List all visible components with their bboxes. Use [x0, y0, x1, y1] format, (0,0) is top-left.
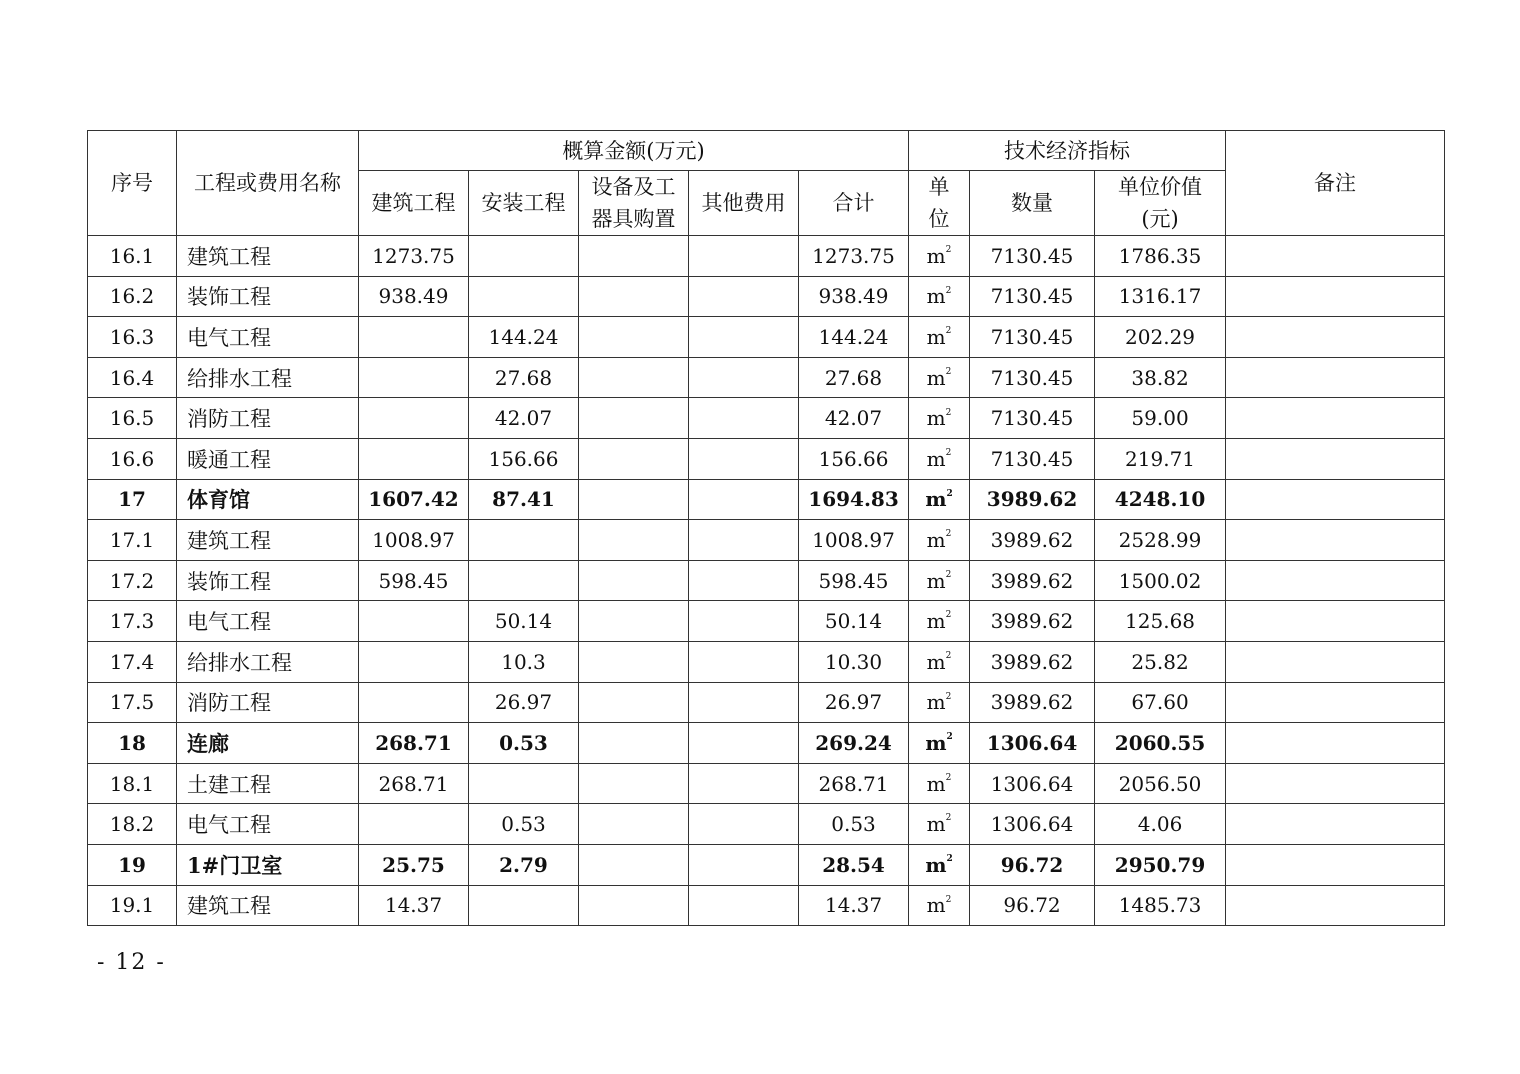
cell-installation: 50.14 [469, 601, 579, 642]
cell-seq: 16.6 [88, 438, 177, 479]
cell-other [689, 763, 799, 804]
cell-name: 装饰工程 [177, 560, 359, 601]
cell-total: 156.66 [799, 438, 909, 479]
table-row [88, 520, 1445, 561]
cell-quantity: 7130.45 [970, 438, 1095, 479]
page-number: - 12 - [97, 950, 166, 975]
cell-unit-price: 2528.99 [1095, 520, 1226, 561]
header-quantity: 数量 [970, 171, 1095, 236]
cell-name: 体育馆 [177, 479, 359, 520]
table-row [88, 601, 1445, 642]
cell-installation: 10.3 [469, 641, 579, 682]
cell-construction: 14.37 [359, 885, 469, 926]
cell-name: 电气工程 [177, 317, 359, 358]
cell-other [689, 641, 799, 682]
unit-superscript: 2 [946, 488, 953, 499]
table-row [88, 844, 1445, 885]
unit-base: m [926, 649, 946, 674]
cell-unit-price: 4248.10 [1095, 479, 1226, 520]
unit-base: m [926, 609, 946, 634]
cell-total: 50.14 [799, 601, 909, 642]
unit-superscript: 2 [945, 366, 952, 377]
cell-unit [909, 398, 970, 439]
cell-name: 建筑工程 [177, 885, 359, 926]
header-other: 其他费用 [689, 171, 799, 236]
cell-equipment [579, 398, 689, 439]
cell-other [689, 885, 799, 926]
table-row [88, 236, 1445, 277]
cell-remark [1226, 520, 1445, 561]
cell-remark [1226, 236, 1445, 277]
cell-unit-price: 1316.17 [1095, 276, 1226, 317]
cell-seq: 17.3 [88, 601, 177, 642]
unit-superscript: 2 [945, 813, 952, 824]
cell-quantity: 7130.45 [970, 398, 1095, 439]
cell-unit [909, 682, 970, 723]
cell-remark [1226, 601, 1445, 642]
cell-quantity: 7130.45 [970, 317, 1095, 358]
cell-construction [359, 601, 469, 642]
cell-equipment [579, 723, 689, 764]
cell-name: 1#门卫室 [177, 844, 359, 885]
table-row [88, 560, 1445, 601]
unit-superscript: 2 [945, 772, 952, 783]
cell-installation [469, 560, 579, 601]
cell-unit-price: 2060.55 [1095, 723, 1226, 764]
cell-unit-price: 38.82 [1095, 357, 1226, 398]
cell-unit-price: 219.71 [1095, 438, 1226, 479]
unit-superscript: 2 [946, 732, 953, 743]
cell-installation [469, 763, 579, 804]
header-seq: 序号 [88, 131, 177, 236]
cell-quantity: 1306.64 [970, 804, 1095, 845]
cell-quantity: 3989.62 [970, 479, 1095, 520]
cell-unit-price: 125.68 [1095, 601, 1226, 642]
cell-remark [1226, 723, 1445, 764]
cell-name: 电气工程 [177, 804, 359, 845]
cell-total: 14.37 [799, 885, 909, 926]
cell-unit [909, 236, 970, 277]
cell-unit [909, 276, 970, 317]
cell-unit [909, 844, 970, 885]
cell-seq: 19 [88, 844, 177, 885]
cell-construction [359, 398, 469, 439]
cell-equipment [579, 560, 689, 601]
cell-installation [469, 520, 579, 561]
table-row [88, 885, 1445, 926]
header-budget-group: 概算金额(万元) [359, 131, 909, 171]
unit-base: m [926, 243, 946, 268]
cell-other [689, 479, 799, 520]
cell-seq: 18.2 [88, 804, 177, 845]
cell-installation: 156.66 [469, 438, 579, 479]
cell-unit [909, 438, 970, 479]
cell-remark [1226, 763, 1445, 804]
header-unit: 单位 [909, 171, 970, 236]
cell-total: 1273.75 [799, 236, 909, 277]
table-row [88, 804, 1445, 845]
cell-other [689, 560, 799, 601]
cell-equipment [579, 520, 689, 561]
cell-unit-price: 4.06 [1095, 804, 1226, 845]
cell-construction: 1008.97 [359, 520, 469, 561]
cell-equipment [579, 641, 689, 682]
cell-quantity: 3989.62 [970, 520, 1095, 561]
cell-name: 土建工程 [177, 763, 359, 804]
table-row [88, 641, 1445, 682]
cell-construction [359, 357, 469, 398]
header-remark: 备注 [1226, 131, 1445, 236]
cell-name: 给排水工程 [177, 357, 359, 398]
unit-base: m [925, 730, 947, 755]
cell-name: 消防工程 [177, 682, 359, 723]
cell-construction [359, 438, 469, 479]
cell-unit [909, 479, 970, 520]
cell-other [689, 398, 799, 439]
cell-unit-price: 202.29 [1095, 317, 1226, 358]
cell-seq: 18 [88, 723, 177, 764]
cell-seq: 16.4 [88, 357, 177, 398]
cell-installation: 42.07 [469, 398, 579, 439]
cell-unit-price: 1786.35 [1095, 236, 1226, 277]
cell-name: 电气工程 [177, 601, 359, 642]
cell-other [689, 601, 799, 642]
cell-name: 装饰工程 [177, 276, 359, 317]
cell-construction: 268.71 [359, 763, 469, 804]
cell-unit-price: 2056.50 [1095, 763, 1226, 804]
table-row [88, 682, 1445, 723]
cell-installation: 144.24 [469, 317, 579, 358]
cell-construction: 25.75 [359, 844, 469, 885]
cell-equipment [579, 804, 689, 845]
cell-construction: 1273.75 [359, 236, 469, 277]
cell-quantity: 96.72 [970, 844, 1095, 885]
cell-installation [469, 885, 579, 926]
unit-base: m [926, 446, 946, 471]
cell-installation: 0.53 [469, 723, 579, 764]
cell-seq: 16.3 [88, 317, 177, 358]
cell-total: 1008.97 [799, 520, 909, 561]
table-body [88, 236, 1445, 926]
cell-quantity: 3989.62 [970, 682, 1095, 723]
cell-unit [909, 520, 970, 561]
cell-other [689, 276, 799, 317]
cell-construction: 268.71 [359, 723, 469, 764]
cell-name: 暖通工程 [177, 438, 359, 479]
table-row [88, 723, 1445, 764]
cell-remark [1226, 398, 1445, 439]
cell-other [689, 357, 799, 398]
table-header [88, 131, 1445, 236]
unit-superscript: 2 [945, 610, 952, 621]
budget-table [87, 130, 1445, 926]
cell-unit [909, 560, 970, 601]
cell-total: 1694.83 [799, 479, 909, 520]
table-row [88, 317, 1445, 358]
cell-installation [469, 236, 579, 277]
unit-base: m [926, 365, 946, 390]
cell-unit [909, 357, 970, 398]
cell-total: 268.71 [799, 763, 909, 804]
cell-installation: 0.53 [469, 804, 579, 845]
unit-superscript: 2 [945, 651, 952, 662]
cell-equipment [579, 236, 689, 277]
cell-unit [909, 641, 970, 682]
cell-total: 27.68 [799, 357, 909, 398]
cell-seq: 17.2 [88, 560, 177, 601]
cell-seq: 16.5 [88, 398, 177, 439]
unit-superscript: 2 [945, 326, 952, 337]
cell-construction: 598.45 [359, 560, 469, 601]
header-installation: 安装工程 [469, 171, 579, 236]
header-unit-price: 单位价值(元) [1095, 171, 1226, 236]
cell-unit-price: 1485.73 [1095, 885, 1226, 926]
unit-base: m [926, 324, 946, 349]
cell-seq: 16.2 [88, 276, 177, 317]
cell-unit-price: 2950.79 [1095, 844, 1226, 885]
cell-remark [1226, 357, 1445, 398]
cell-construction [359, 641, 469, 682]
header-equipment: 设备及工器具购置 [579, 171, 689, 236]
cell-other [689, 317, 799, 358]
unit-base: m [926, 284, 946, 309]
cell-construction: 1607.42 [359, 479, 469, 520]
unit-base: m [926, 812, 946, 837]
cell-name: 给排水工程 [177, 641, 359, 682]
table-row [88, 276, 1445, 317]
cell-total: 269.24 [799, 723, 909, 764]
cell-total: 144.24 [799, 317, 909, 358]
cell-seq: 17.1 [88, 520, 177, 561]
cell-installation [469, 276, 579, 317]
cell-quantity: 1306.64 [970, 763, 1095, 804]
unit-superscript: 2 [945, 285, 952, 296]
unit-base: m [926, 893, 946, 918]
cell-other [689, 236, 799, 277]
cell-installation: 87.41 [469, 479, 579, 520]
unit-base: m [926, 690, 946, 715]
cell-total: 0.53 [799, 804, 909, 845]
cell-seq: 17.4 [88, 641, 177, 682]
cell-quantity: 3989.62 [970, 560, 1095, 601]
cell-unit [909, 763, 970, 804]
cell-name: 连廊 [177, 723, 359, 764]
cell-equipment [579, 438, 689, 479]
cell-equipment [579, 601, 689, 642]
unit-base: m [925, 852, 947, 877]
cell-total: 10.30 [799, 641, 909, 682]
cell-equipment [579, 479, 689, 520]
cell-remark [1226, 885, 1445, 926]
unit-base: m [926, 406, 946, 431]
cell-quantity: 3989.62 [970, 601, 1095, 642]
unit-superscript: 2 [945, 407, 952, 418]
unit-base: m [926, 568, 946, 593]
cell-other [689, 682, 799, 723]
cell-name: 消防工程 [177, 398, 359, 439]
cell-equipment [579, 763, 689, 804]
unit-superscript: 2 [945, 448, 952, 459]
cell-quantity: 3989.62 [970, 641, 1095, 682]
cell-quantity: 7130.45 [970, 357, 1095, 398]
cell-equipment [579, 844, 689, 885]
cell-equipment [579, 357, 689, 398]
unit-superscript: 2 [945, 529, 952, 540]
unit-superscript: 2 [945, 569, 952, 580]
cell-unit-price: 25.82 [1095, 641, 1226, 682]
header-construction: 建筑工程 [359, 171, 469, 236]
cell-remark [1226, 682, 1445, 723]
cell-remark [1226, 276, 1445, 317]
unit-base: m [926, 527, 946, 552]
table-row [88, 357, 1445, 398]
cell-quantity: 1306.64 [970, 723, 1095, 764]
cell-remark [1226, 641, 1445, 682]
table-row [88, 479, 1445, 520]
header-name: 工程或费用名称 [177, 131, 359, 236]
cell-installation: 2.79 [469, 844, 579, 885]
cell-total: 598.45 [799, 560, 909, 601]
cell-quantity: 96.72 [970, 885, 1095, 926]
cell-other [689, 520, 799, 561]
cell-unit [909, 317, 970, 358]
header-total: 合计 [799, 171, 909, 236]
cell-seq: 16.1 [88, 236, 177, 277]
table-row [88, 763, 1445, 804]
cell-unit-price: 59.00 [1095, 398, 1226, 439]
cell-installation: 26.97 [469, 682, 579, 723]
header-tech-group: 技术经济指标 [909, 131, 1226, 171]
cell-unit [909, 601, 970, 642]
cell-seq: 19.1 [88, 885, 177, 926]
cell-seq: 18.1 [88, 763, 177, 804]
cell-remark [1226, 438, 1445, 479]
cell-remark [1226, 560, 1445, 601]
unit-superscript: 2 [945, 691, 952, 702]
cell-other [689, 438, 799, 479]
cell-seq: 17 [88, 479, 177, 520]
cell-quantity: 7130.45 [970, 276, 1095, 317]
cell-construction [359, 804, 469, 845]
cell-other [689, 804, 799, 845]
cell-equipment [579, 885, 689, 926]
cell-total: 938.49 [799, 276, 909, 317]
unit-superscript: 2 [946, 854, 953, 865]
unit-base: m [925, 487, 947, 512]
cell-construction [359, 682, 469, 723]
cell-equipment [579, 682, 689, 723]
cell-remark [1226, 317, 1445, 358]
cell-remark [1226, 804, 1445, 845]
cell-remark [1226, 844, 1445, 885]
cell-unit [909, 885, 970, 926]
cell-equipment [579, 276, 689, 317]
cell-other [689, 844, 799, 885]
table-row [88, 438, 1445, 479]
cell-other [689, 723, 799, 764]
cell-total: 42.07 [799, 398, 909, 439]
cell-construction [359, 317, 469, 358]
cell-unit [909, 723, 970, 764]
cell-construction: 938.49 [359, 276, 469, 317]
cell-unit [909, 804, 970, 845]
cell-total: 26.97 [799, 682, 909, 723]
table-row [88, 398, 1445, 439]
cell-unit-price: 67.60 [1095, 682, 1226, 723]
cell-name: 建筑工程 [177, 236, 359, 277]
cell-unit-price: 1500.02 [1095, 560, 1226, 601]
cell-equipment [579, 317, 689, 358]
cell-total: 28.54 [799, 844, 909, 885]
cell-seq: 17.5 [88, 682, 177, 723]
unit-superscript: 2 [945, 894, 952, 905]
cell-remark [1226, 479, 1445, 520]
unit-superscript: 2 [945, 245, 952, 256]
cell-name: 建筑工程 [177, 520, 359, 561]
cell-quantity: 7130.45 [970, 236, 1095, 277]
unit-base: m [926, 771, 946, 796]
cell-installation: 27.68 [469, 357, 579, 398]
